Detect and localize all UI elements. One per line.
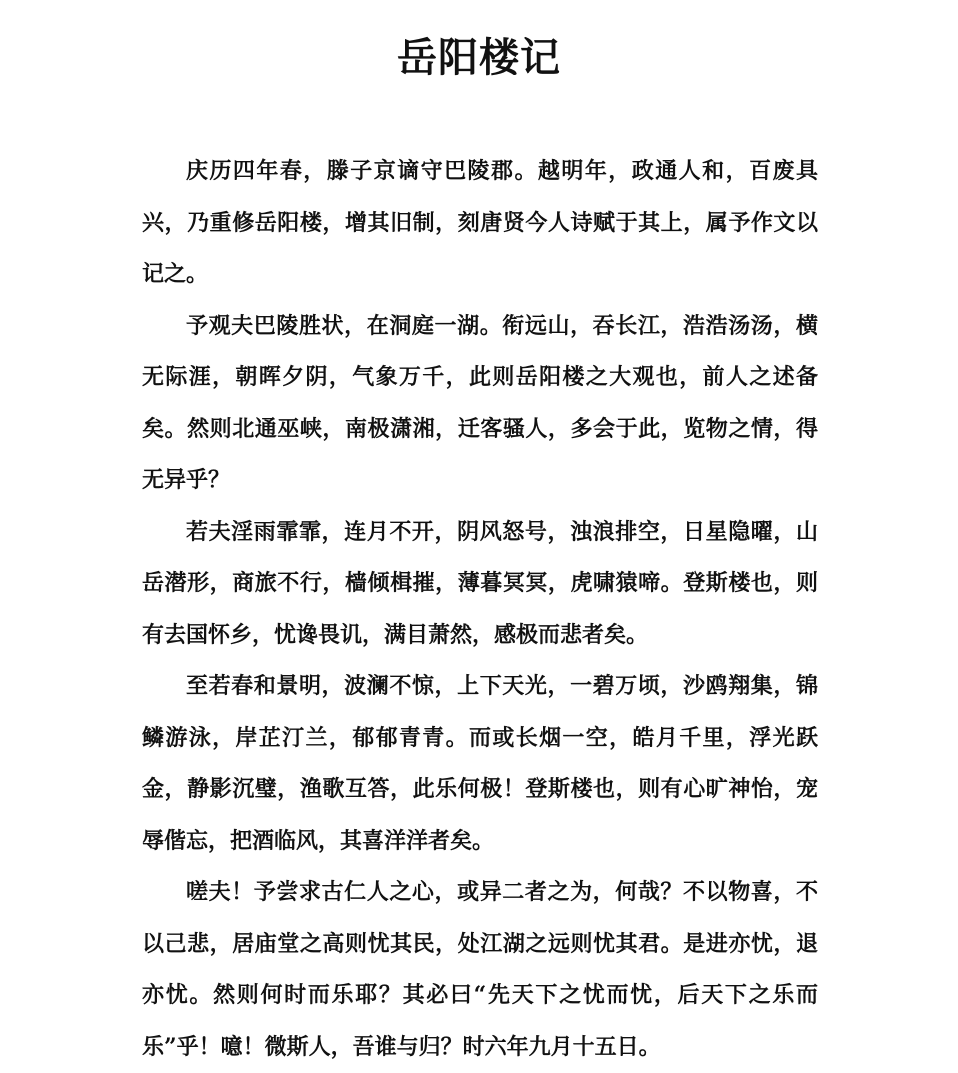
paragraph-2: 予观夫巴陵胜状，在洞庭一湖。衔远山，吞长江，浩浩汤汤，横无际涯，朝晖夕阴，气象万千，此则岳阳楼之大观也，前人之述备矣。然则北通巫峡，南极潇湘，迁客骚人，多会于此，览物之情，得无异乎？ — [142, 312, 818, 493]
paragraph-5: 嗟夫！予尝求古仁人之心，或异二者之为，何哉？不以物喜，不以己悲，居庙堂之高则忧其民，处江湖之远则忧其君。是进亦忧，退亦忧。然则何时而乐耶？其必曰“先天下之忧而忧，后天下之乐而乐”乎！噫！微斯人，吾谁与归？时六年九月十五日。 — [142, 879, 818, 1060]
paragraph-3: 若夫淫雨霏霏，连月不开，阴风怒号，浊浪排空，日星隐曜，山岳潜形，商旅不行，樯倾楫摧，薄暮冥冥，虎啸猿啼。登斯楼也，则有去国怀乡，忧谗畏讥，满目萧然，感极而悲者矣。 — [142, 518, 818, 648]
document-body — [142, 146, 818, 1073]
paragraph-1: 庆历四年春，滕子京谪守巴陵郡。越明年，政通人和，百废具兴，乃重修岳阳楼，增其旧制，刻唐贤今人诗赋于其上，属予作文以记之。 — [142, 158, 818, 287]
document-title: 岳阳楼记 — [397, 34, 561, 81]
paragraph-4: 至若春和景明，波澜不惊，上下天光，一碧万顷，沙鸥翔集，锦鳞游泳，岸芷汀兰，郁郁青青。而或长烟一空，皓月千里，浮光跃金，静影沉璧，渔歌互答，此乐何极！登斯楼也，则有心旷神怡，宠辱偕忘，把酒临风，其喜洋洋者矣。 — [142, 673, 818, 854]
